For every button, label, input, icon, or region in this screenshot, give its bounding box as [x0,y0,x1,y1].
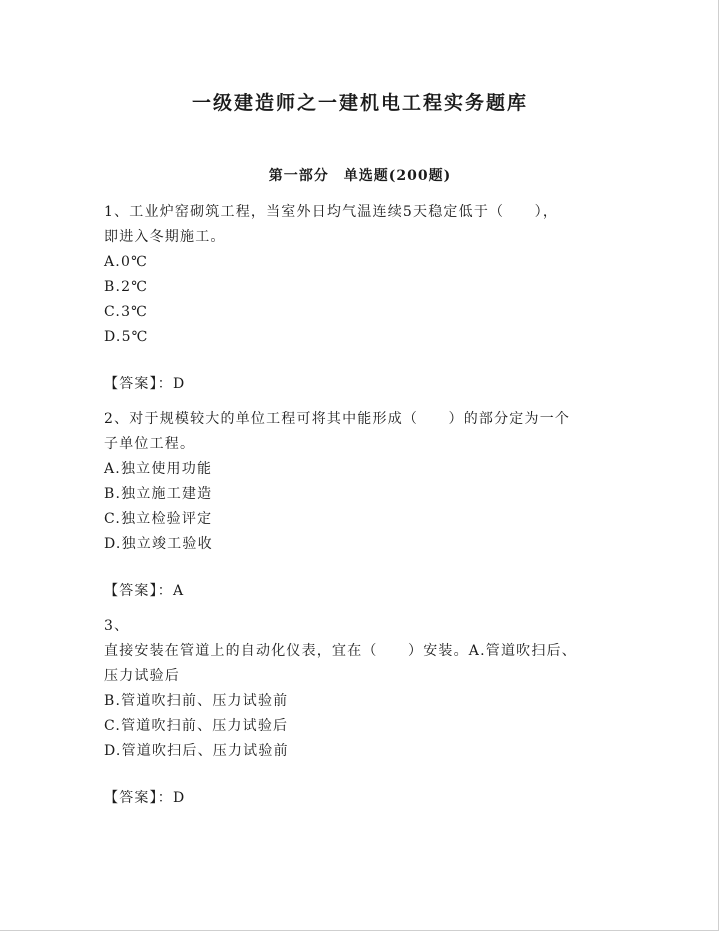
question-1 [104,200,624,397]
option-c: C.独立检验评定 [104,511,213,527]
option-c: C.3℃ [104,304,149,320]
option-a: A.独立使用功能 [104,461,213,477]
document-title: 一级建造师之一建机电工程实务题库 [191,92,528,114]
question-3 [104,614,624,811]
answer-line: 【答案】：D [104,790,186,806]
option-b: B.管道吹扫前、压力试验前 [104,693,289,709]
question-text-line: 3、 [104,618,130,634]
answer-line: 【答案】：D [104,376,186,392]
question-2 [104,407,624,604]
option-d: D.管道吹扫后、压力试验前 [104,743,289,759]
option-c: C.管道吹扫前、压力试验后 [104,718,289,734]
question-text-line: 2、对于规模较大的单位工程可将其中能形成（ ）的部分定为一个 [104,411,571,427]
question-text-line: 即进入冬期施工。 [104,229,226,245]
option-d: D.5℃ [104,329,149,345]
option-b: B.独立施工建造 [104,486,213,502]
question-text-line: 直接安装在管道上的自动化仪表，宜在（ ）安装。A.管道吹扫后、 [104,643,577,659]
question-text-line: 1、工业炉窑砌筑工程，当室外日均气温连续5天稳定低于（ ）， [104,204,559,220]
section-heading: 第一部分 单选题(200题) [268,168,452,184]
option-a: A.0℃ [104,254,148,270]
question-text-line: 子单位工程。 [104,436,196,452]
option-b: B.2℃ [104,279,149,295]
answer-line: 【答案】：A [104,583,185,599]
question-text-line: 压力试验后 [104,668,180,684]
option-d: D.独立竣工验收 [104,536,213,552]
question-list [104,200,624,821]
